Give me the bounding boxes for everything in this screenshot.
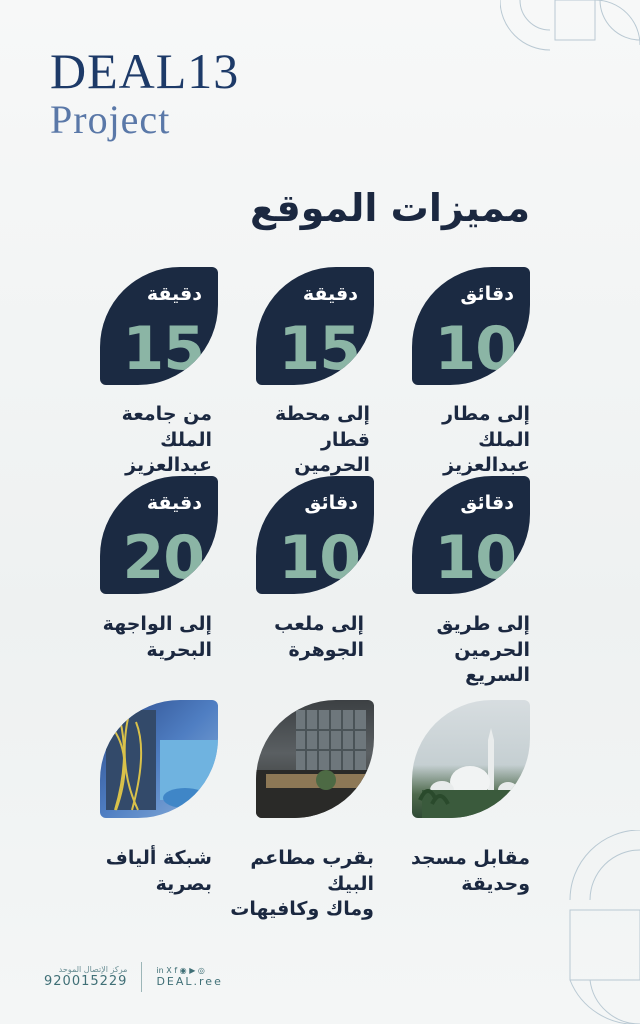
social-icons[interactable]: in X f ◉ ▶ ◎ (156, 966, 205, 975)
page-title: مميزات الموقع (249, 186, 530, 230)
restaurants-photo (256, 700, 374, 818)
card-unit: دقيقة (302, 283, 358, 305)
card-caption: إلى ملعب الجوهرة (274, 613, 364, 661)
card-caption: إلى طريق الحرمين السريع (436, 613, 530, 687)
fiber-network-photo (100, 700, 218, 818)
feature-card (412, 267, 530, 385)
card-caption: من جامعة الملك عبدالعزيز (121, 403, 212, 477)
mosque-photo (412, 700, 530, 818)
card-unit: دقائق (460, 283, 514, 305)
fiber-cables-icon (100, 700, 218, 818)
corner-decoration-top-right (500, 0, 640, 60)
feature-card (256, 267, 374, 385)
footer-divider (141, 962, 142, 992)
feature-card (412, 476, 530, 594)
building-icon (256, 700, 374, 818)
mosque-icon (412, 700, 530, 818)
card-caption: إلى الواجهة البحرية (102, 613, 212, 661)
card-unit: دقيقة (146, 492, 202, 514)
brand-title: DEAL13 (50, 43, 240, 99)
card-number: 20 (122, 523, 204, 593)
card-unit: دقائق (460, 492, 514, 514)
photo-caption: بقرب مطاعم البيك وماك وكافيهات (230, 847, 374, 921)
brand-subtitle: Project (50, 97, 171, 142)
card-number: 10 (278, 523, 360, 593)
card-number: 15 (122, 314, 204, 384)
card-number: 10 (434, 523, 516, 593)
brand-logo (50, 43, 240, 142)
corner-decoration-bottom-right (560, 830, 640, 1024)
card-unit: دقيقة (146, 283, 202, 305)
website-label[interactable]: DEAL.ree (156, 975, 223, 988)
phone-number[interactable]: 920015229 (44, 974, 128, 989)
feature-card (256, 476, 374, 594)
card-caption: إلى محطة قطار الحرمين (275, 403, 370, 477)
card-number: 10 (434, 314, 516, 384)
card-number: 15 (278, 314, 360, 384)
card-caption: إلى مطار الملك عبدالعزيز (442, 403, 530, 477)
feature-card (100, 476, 218, 594)
photo-caption: شبكة ألياف بصرية (105, 847, 212, 895)
feature-card (100, 267, 218, 385)
call-center-label: مركز الإتصال الموحد (58, 965, 128, 974)
card-unit: دقائق (304, 492, 358, 514)
footer (44, 962, 223, 992)
photo-caption: مقابل مسجد وحديقة (410, 847, 530, 895)
